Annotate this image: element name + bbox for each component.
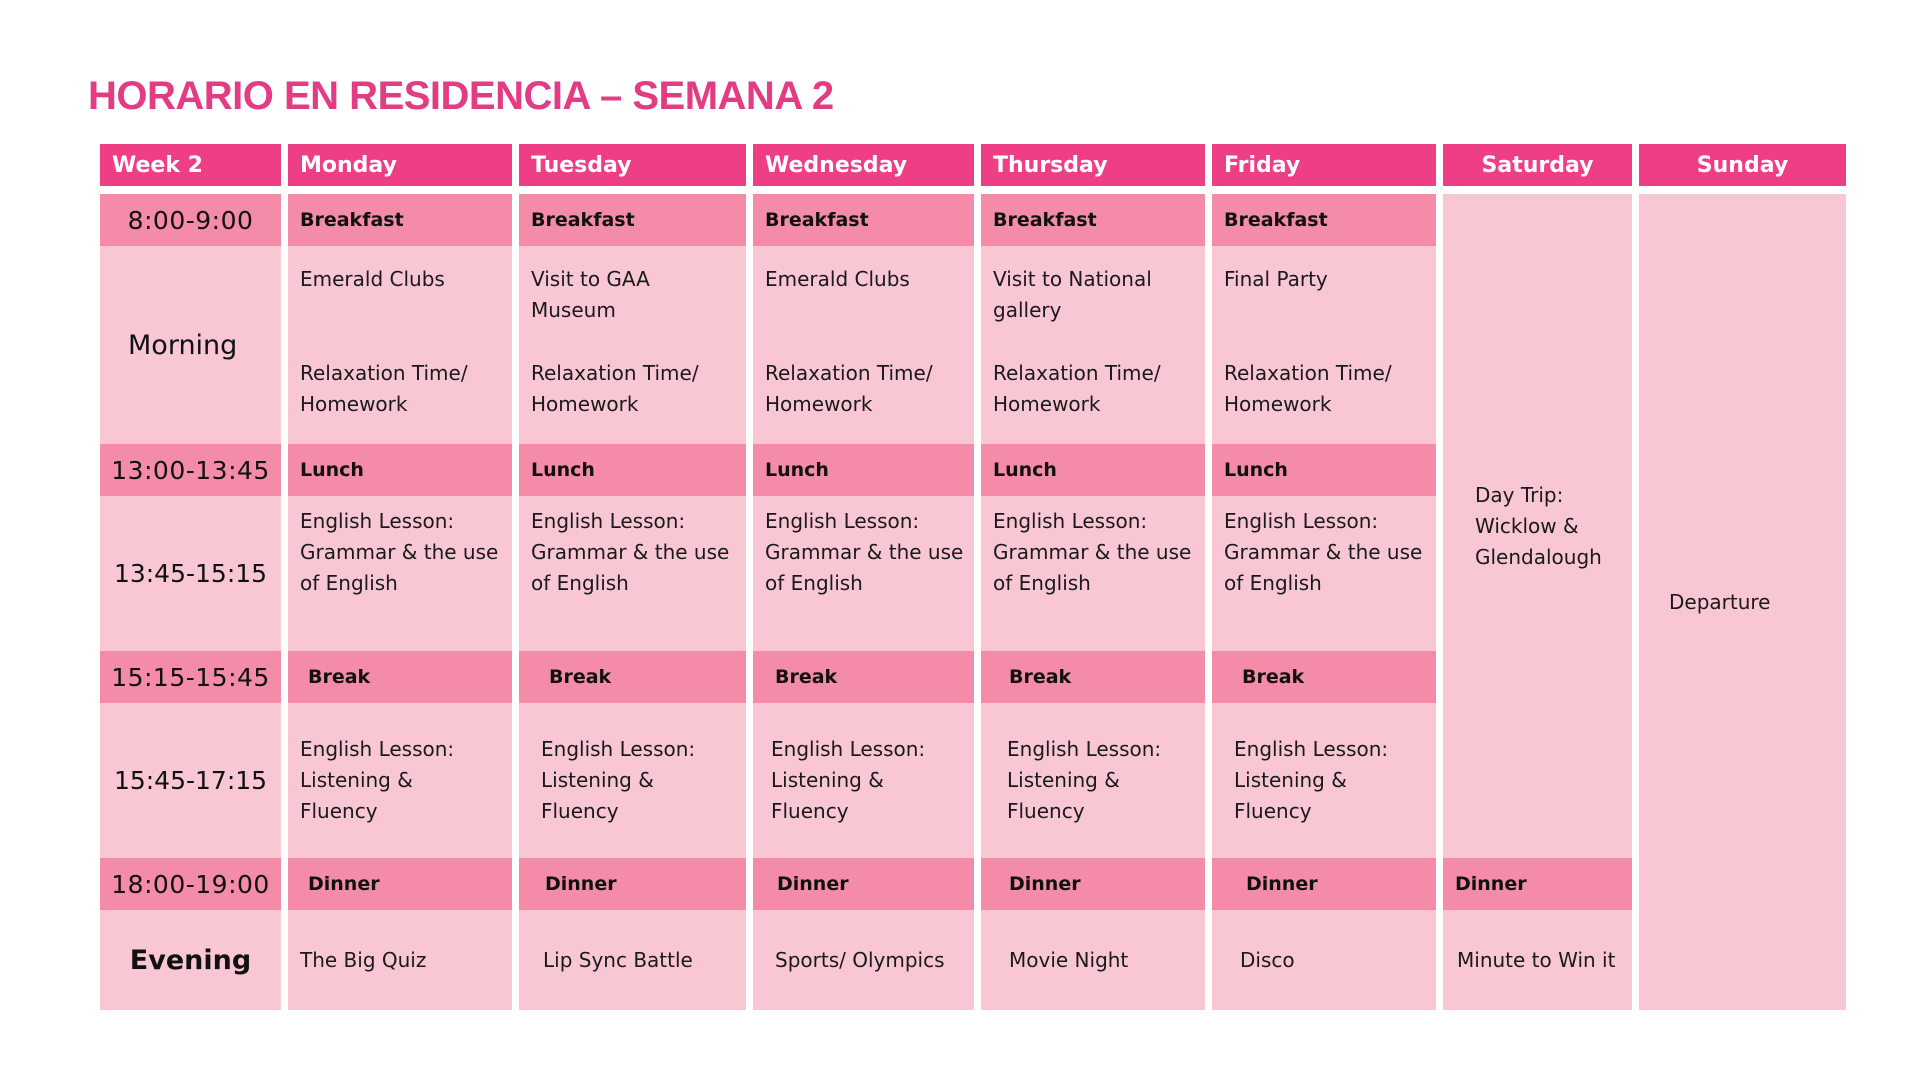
sunday-text: Departure	[1669, 590, 1771, 614]
lesson1-tuesday: English Lesson: Grammar & the use of English	[519, 496, 746, 651]
lunch-thursday: Lunch	[981, 444, 1205, 496]
header-sunday: Sunday	[1639, 144, 1846, 186]
break-wednesday: Break	[753, 651, 974, 703]
lesson1-wednesday: English Lesson: Grammar & the use of English	[753, 496, 974, 651]
lunch-monday: Lunch	[288, 444, 512, 496]
header-week: Week 2	[100, 144, 281, 186]
morning-relax: Relaxation Time/ Homework	[993, 361, 1161, 416]
break-thursday: Break	[981, 651, 1205, 703]
time-lesson1: 13:45-15:15	[100, 496, 281, 651]
morning-thursday	[981, 246, 1205, 444]
time-break: 15:15-15:45	[100, 651, 281, 703]
lesson2-thursday	[981, 703, 1205, 858]
header-tuesday: Tuesday	[519, 144, 746, 186]
breakfast-wednesday: Breakfast	[753, 194, 974, 246]
evening-thursday: Movie Night	[981, 910, 1205, 1010]
evening-friday: Disco	[1212, 910, 1436, 1010]
lesson2-wednesday	[753, 703, 974, 858]
header-thursday: Thursday	[981, 144, 1205, 186]
morning-activity: Visit to GAA Museum	[531, 267, 650, 322]
morning-activity: Emerald Clubs	[300, 267, 445, 291]
evening-monday: The Big Quiz	[288, 910, 512, 1010]
schedule-table	[100, 144, 1834, 1010]
breakfast-tuesday: Breakfast	[519, 194, 746, 246]
break-tuesday: Break	[519, 651, 746, 703]
breakfast-thursday: Breakfast	[981, 194, 1205, 246]
time-evening: Evening	[100, 910, 281, 1010]
morning-relax: Relaxation Time/ Homework	[300, 361, 468, 416]
evening-wednesday: Sports/ Olympics	[753, 910, 974, 1010]
morning-relax: Relaxation Time/ Homework	[765, 361, 933, 416]
morning-activity: Emerald Clubs	[765, 267, 910, 291]
break-monday: Break	[288, 651, 512, 703]
lesson2-friday	[1212, 703, 1436, 858]
lunch-friday: Lunch	[1212, 444, 1436, 496]
morning-relax: Relaxation Time/ Homework	[531, 361, 699, 416]
evening-tuesday: Lip Sync Battle	[519, 910, 746, 1010]
header-friday: Friday	[1212, 144, 1436, 186]
morning-friday	[1212, 246, 1436, 444]
time-dinner: 18:00-19:00	[100, 858, 281, 910]
time-lunch: 13:00-13:45	[100, 444, 281, 496]
lesson2-text: English Lesson: Listening & Fluency	[300, 737, 455, 823]
lesson2-text: English Lesson: Listening & Fluency	[771, 737, 926, 823]
dinner-saturday: Dinner	[1443, 858, 1632, 910]
lesson2-text: English Lesson: Listening & Fluency	[541, 737, 696, 823]
lesson1-friday: English Lesson: Grammar & the use of English	[1212, 496, 1436, 651]
time-morning: Morning	[100, 246, 281, 444]
time-lesson2: 15:45-17:15	[100, 703, 281, 858]
breakfast-monday: Breakfast	[288, 194, 512, 246]
lunch-tuesday: Lunch	[519, 444, 746, 496]
page-title: HORARIO EN RESIDENCIA – SEMANA 2	[88, 74, 834, 118]
header-wednesday: Wednesday	[753, 144, 974, 186]
evening-saturday: Minute to Win it	[1443, 910, 1632, 1010]
dinner-wednesday: Dinner	[753, 858, 974, 910]
dinner-thursday: Dinner	[981, 858, 1205, 910]
lesson1-monday: English Lesson: Grammar & the use of English	[288, 496, 512, 651]
lesson1-thursday: English Lesson: Grammar & the use of English	[981, 496, 1205, 651]
sunday-departure	[1639, 194, 1846, 1010]
header-saturday: Saturday	[1443, 144, 1632, 186]
lunch-wednesday: Lunch	[753, 444, 974, 496]
morning-relax: Relaxation Time/ Homework	[1224, 361, 1392, 416]
lesson2-monday	[288, 703, 512, 858]
lesson2-tuesday	[519, 703, 746, 858]
dinner-monday: Dinner	[288, 858, 512, 910]
dinner-tuesday: Dinner	[519, 858, 746, 910]
morning-tuesday	[519, 246, 746, 444]
saturday-trip-text: Day Trip: Wicklow & Glendalough	[1475, 482, 1602, 569]
saturday-day-trip	[1443, 194, 1632, 858]
dinner-friday: Dinner	[1212, 858, 1436, 910]
morning-wednesday	[753, 246, 974, 444]
morning-monday	[288, 246, 512, 444]
morning-activity: Visit to National gallery	[993, 267, 1152, 322]
time-breakfast: 8:00-9:00	[100, 194, 281, 246]
breakfast-friday: Breakfast	[1212, 194, 1436, 246]
lesson2-text: English Lesson: Listening & Fluency	[1007, 737, 1162, 823]
lesson2-text: English Lesson: Listening & Fluency	[1234, 737, 1389, 823]
break-friday: Break	[1212, 651, 1436, 703]
morning-activity: Final Party	[1224, 267, 1328, 291]
header-monday: Monday	[288, 144, 512, 186]
